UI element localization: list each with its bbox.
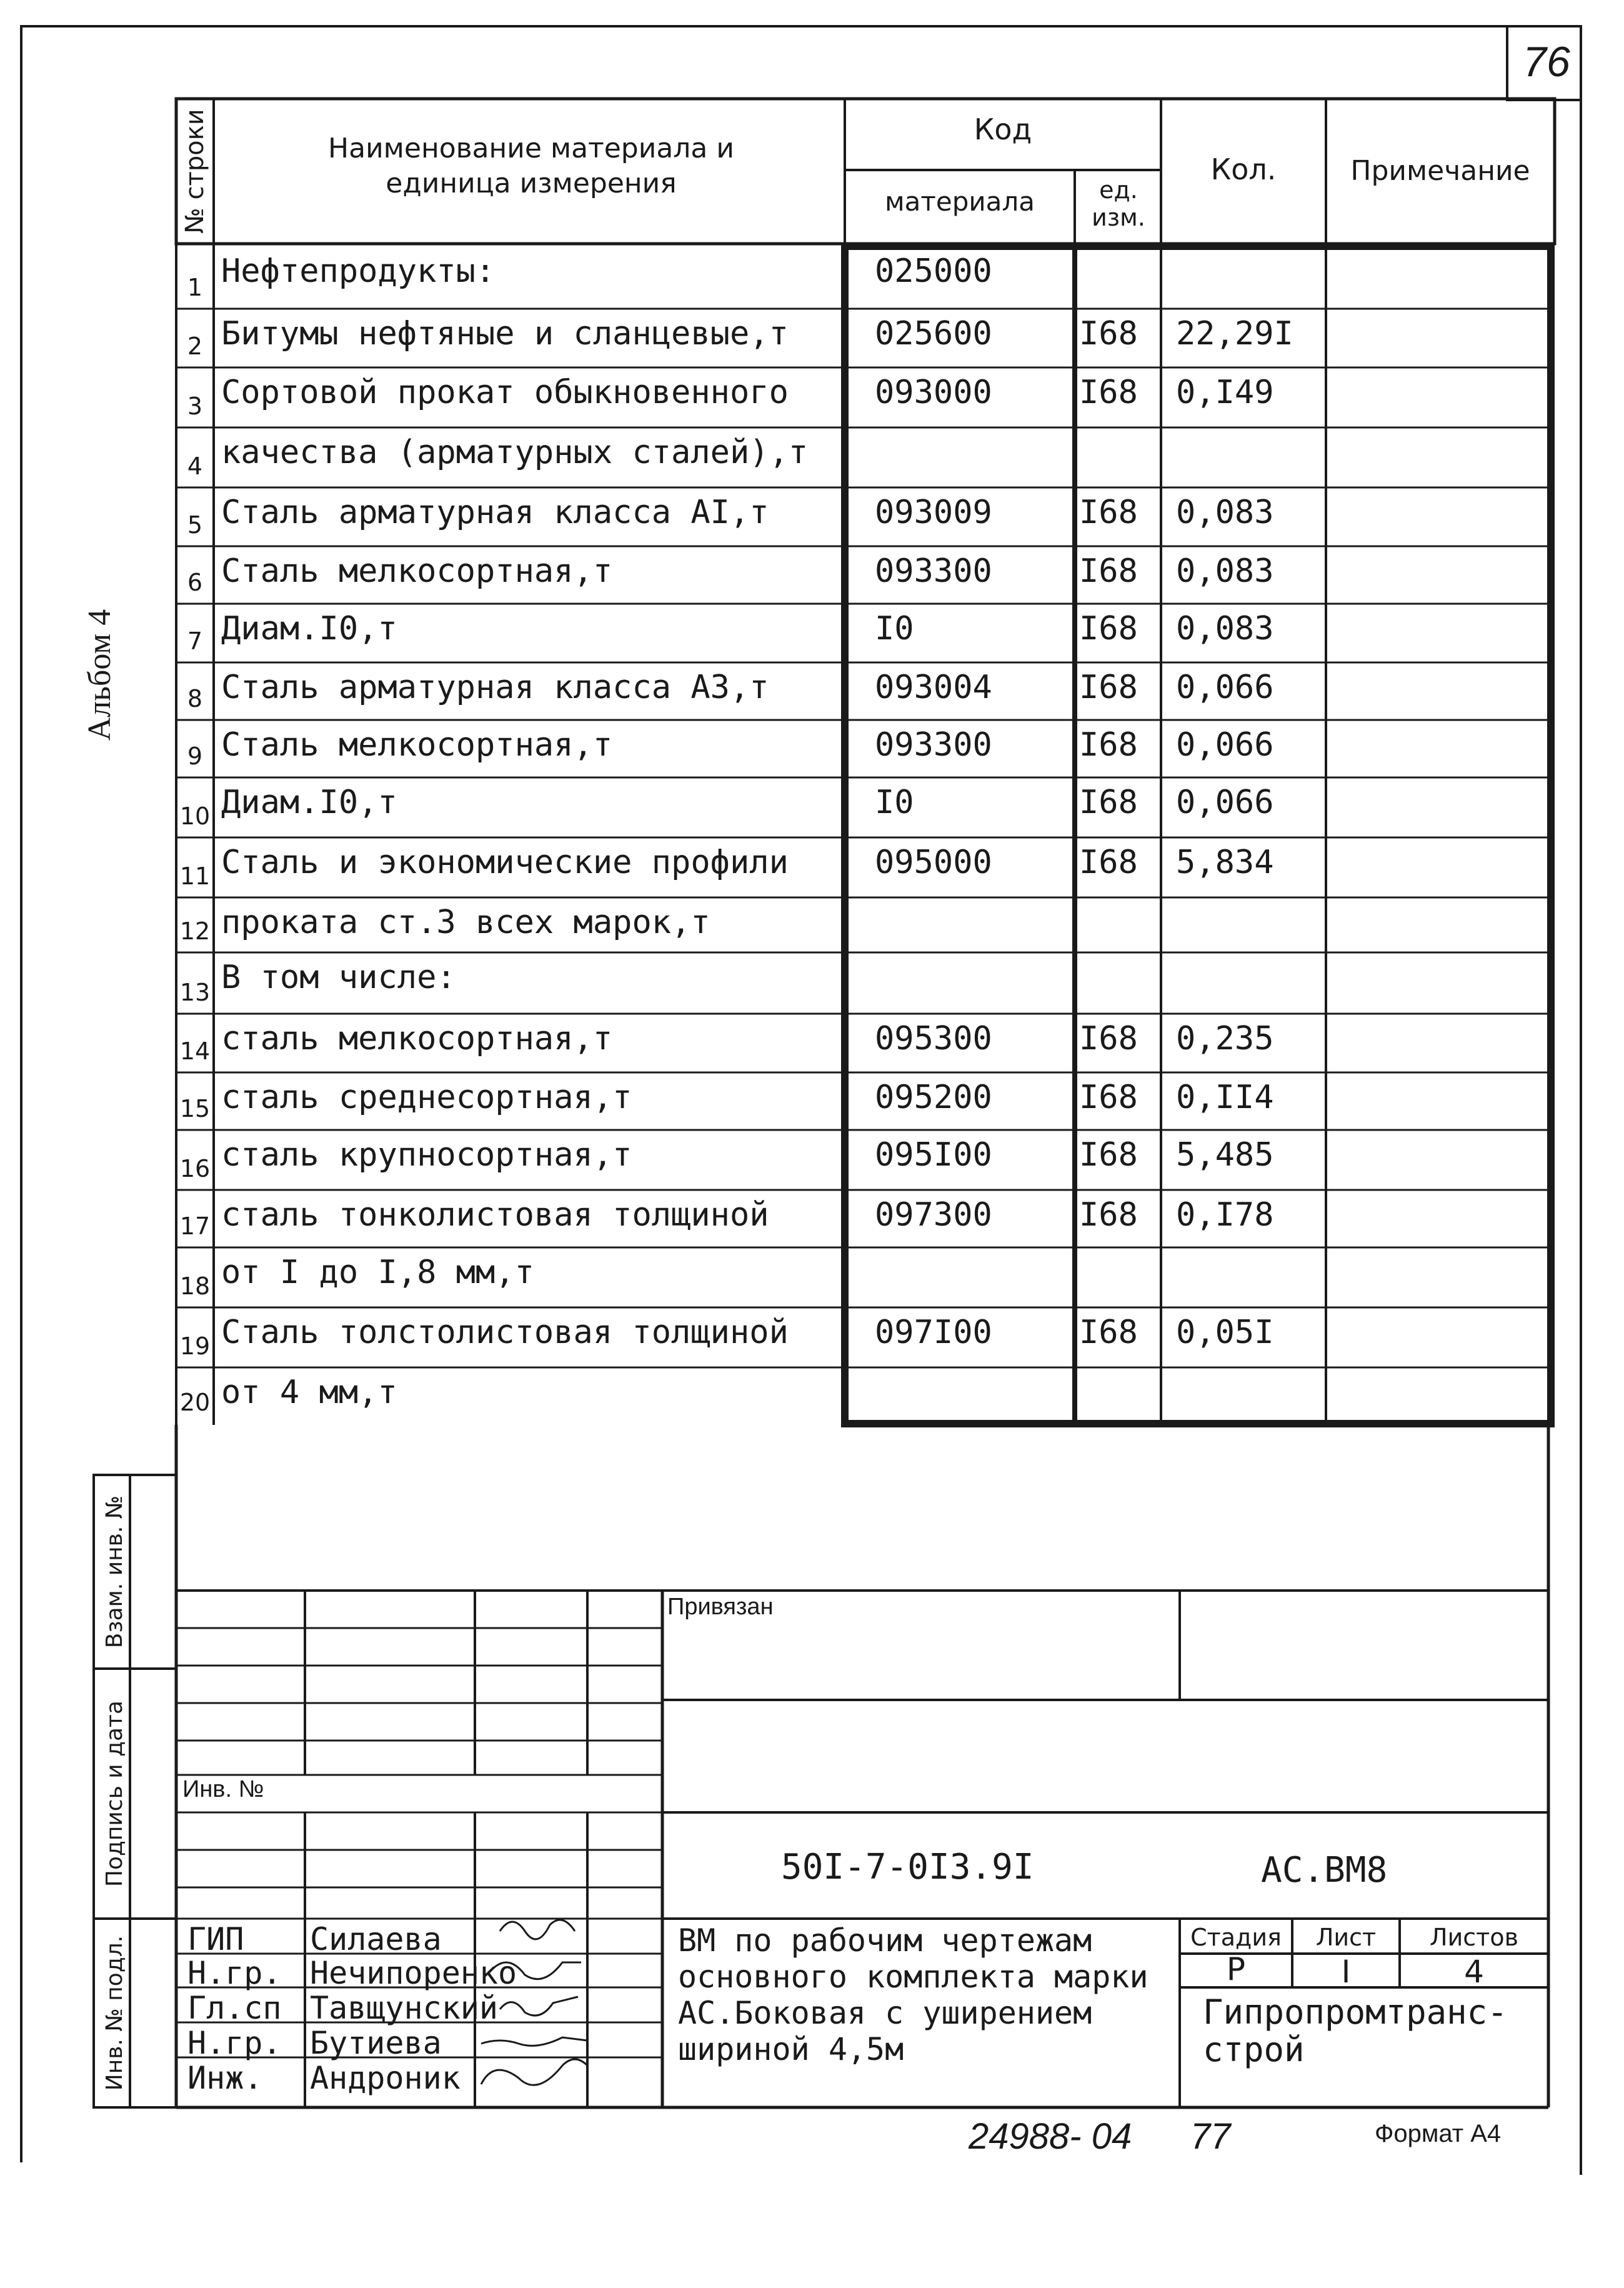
- bottom-number: 77: [1190, 2116, 1231, 2157]
- document-title-line-2: основного комплекта марки: [678, 1959, 1148, 1995]
- header-code: Код: [974, 112, 1032, 146]
- material-name: Сталь арматурная класса АI,т: [221, 494, 769, 531]
- sheets-label: Листов: [1430, 1924, 1518, 1951]
- signer-name: Силаева: [310, 1921, 442, 1957]
- material-name: сталь крупносортная,т: [221, 1136, 632, 1174]
- material-code: 095000: [875, 844, 992, 881]
- material-code: 093000: [875, 374, 992, 411]
- material-name: Нефтепродукты:: [221, 252, 496, 290]
- unit-code: I68: [1079, 1314, 1138, 1351]
- row-number: 1: [187, 274, 203, 301]
- material-code: I0: [875, 610, 914, 647]
- quantity: 0,I78: [1176, 1196, 1274, 1234]
- document-title-line-1: ВМ по рабочим чертежам: [678, 1922, 1092, 1959]
- header-code-unit: ед. изм.: [1092, 176, 1145, 231]
- stage-label: Стадия: [1190, 1924, 1282, 1951]
- document-title: [678, 1922, 1148, 2067]
- unit-code: I68: [1079, 669, 1138, 706]
- material-code: 025600: [875, 315, 992, 352]
- quantity: 0,235: [1176, 1020, 1274, 1057]
- side-podpis-data: Подпись и дата: [102, 1700, 127, 1887]
- signer-name: Тавщунский: [310, 1990, 499, 2026]
- quantity: 0,083: [1176, 610, 1274, 647]
- side-inv-podl: Инв. № подл.: [102, 1935, 127, 2091]
- material-name: Сталь толстолистовая толщиной: [221, 1314, 789, 1351]
- unit-code: I68: [1079, 844, 1138, 881]
- quantity: 22,29I: [1176, 315, 1293, 352]
- row-number: 17: [179, 1212, 211, 1240]
- unit-code: I68: [1079, 315, 1138, 352]
- row-number: 19: [179, 1332, 211, 1360]
- quantity: 5,485: [1176, 1136, 1274, 1174]
- organization-name: [1203, 1994, 1508, 2069]
- material-name: сталь мелкосортная,т: [221, 1020, 613, 1057]
- material-code: 095200: [875, 1079, 992, 1116]
- signer-role: Инж.: [187, 2060, 263, 2096]
- album-label: Альбом 4: [82, 609, 117, 741]
- stage-value: Р: [1226, 1951, 1246, 1987]
- document-mark: АС.ВМ8: [1261, 1850, 1388, 1891]
- row-number: 3: [187, 392, 203, 420]
- row-number: 18: [179, 1272, 211, 1300]
- document-title-line-4: шириной 4,5м: [678, 2031, 904, 2067]
- row-number: 7: [187, 627, 203, 655]
- material-code: 093004: [875, 669, 992, 706]
- material-name: Сталь мелкосортная,т: [221, 726, 613, 764]
- quantity: 0,II4: [1176, 1079, 1274, 1116]
- unit-code: I68: [1079, 1136, 1138, 1174]
- material-name: Диам.I0,т: [221, 610, 397, 647]
- quantity: 0,066: [1176, 669, 1274, 706]
- privyazan-label: Привязан: [667, 1594, 774, 1620]
- quantity: 0,05I: [1176, 1314, 1274, 1351]
- signer-role: Н.гр.: [187, 1955, 282, 1991]
- row-number: 16: [179, 1155, 211, 1182]
- signer-role: Гл.сп: [187, 1990, 282, 2026]
- material-name: В том числе:: [221, 959, 456, 996]
- quantity: 0,I49: [1176, 374, 1274, 411]
- sheets-value: 4: [1464, 1954, 1484, 1990]
- inv-no-label: Инв. №: [182, 1776, 264, 1802]
- unit-code: I68: [1079, 494, 1138, 531]
- document-title-line-3: АС.Боковая с уширением: [678, 1995, 1092, 2031]
- quantity: 0,066: [1176, 784, 1274, 821]
- quantity: 5,834: [1176, 844, 1274, 881]
- row-number: 20: [179, 1389, 211, 1416]
- row-number: 8: [187, 685, 203, 712]
- sheet-value: I: [1341, 1954, 1351, 1990]
- organization-line-2: строй: [1203, 2030, 1305, 2069]
- row-number: 12: [179, 917, 211, 945]
- row-number: 2: [187, 332, 203, 360]
- header-row-no: № строки: [181, 109, 209, 234]
- material-code: I0: [875, 784, 914, 821]
- material-name: качества (арматурных сталей),т: [221, 434, 809, 471]
- unit-code: I68: [1079, 726, 1138, 764]
- material-name: Битумы нефтяные и сланцевые,т: [221, 315, 789, 352]
- material-name: от I до I,8 мм,т: [221, 1254, 534, 1291]
- row-number: 13: [179, 979, 211, 1006]
- quantity: 0,066: [1176, 726, 1274, 764]
- row-number: 11: [179, 862, 211, 890]
- material-name: от 4 мм,т: [221, 1374, 397, 1411]
- signer-name: Нечипоренко: [310, 1955, 517, 1991]
- row-number: 5: [187, 511, 203, 539]
- row-number: 6: [187, 569, 203, 596]
- row-number: 4: [187, 452, 203, 480]
- quantity: 0,083: [1176, 552, 1274, 590]
- page-number: 76: [1523, 38, 1570, 86]
- material-code: 093009: [875, 494, 992, 531]
- row-number: 9: [187, 742, 203, 770]
- side-vzam-inv: Взам. инв. №: [102, 1495, 127, 1649]
- unit-code: I68: [1079, 1020, 1138, 1057]
- row-number: 15: [179, 1095, 211, 1122]
- format-label: Формат А4: [1375, 2120, 1502, 2147]
- material-code: 095300: [875, 1020, 992, 1057]
- unit-code: I68: [1079, 1079, 1138, 1116]
- material-name: сталь среднесортная,т: [221, 1079, 632, 1116]
- material-code: 093300: [875, 552, 992, 590]
- signer-role: Н.гр.: [187, 2025, 282, 2061]
- signer-name: Бутиева: [310, 2025, 442, 2061]
- header-qty: Кол.: [1210, 152, 1277, 186]
- sheet-label: Лист: [1315, 1924, 1377, 1951]
- header-code-material: материала: [884, 186, 1035, 217]
- material-name: Сталь арматурная класса А3,т: [221, 669, 769, 706]
- document-code: 50I-7-0I3.9I: [781, 1847, 1034, 1887]
- material-name: Сортовой прокат обыкновенного: [221, 374, 789, 411]
- bottom-code: 24988- 04: [969, 2116, 1132, 2157]
- material-code: 097I00: [875, 1314, 992, 1351]
- material-name: сталь тонколистовая толщиной: [221, 1196, 769, 1234]
- unit-code: I68: [1079, 1196, 1138, 1234]
- unit-code: I68: [1079, 374, 1138, 411]
- material-code: 093300: [875, 726, 992, 764]
- material-name: проката ст.3 всех марок,т: [221, 904, 710, 941]
- material-code: 025000: [875, 252, 992, 290]
- row-number: 10: [179, 802, 211, 830]
- material-name: Диам.I0,т: [221, 784, 397, 821]
- unit-code: I68: [1079, 552, 1138, 590]
- material-code: 095I00: [875, 1136, 992, 1174]
- signer-role: ГИП: [187, 1921, 244, 1957]
- material-code: 097300: [875, 1196, 992, 1234]
- unit-code: I68: [1079, 610, 1138, 647]
- material-name: Сталь и экономические профили: [221, 844, 789, 881]
- header-note: Примечание: [1350, 155, 1530, 187]
- unit-code: I68: [1079, 784, 1138, 821]
- header-name: Наименование материала и единица измерения: [328, 132, 734, 199]
- row-number: 14: [179, 1037, 211, 1065]
- quantity: 0,083: [1176, 494, 1274, 531]
- signer-name: Андроник: [310, 2060, 461, 2096]
- organization-line-1: Гипропромтранс-: [1203, 1992, 1508, 2032]
- material-name: Сталь мелкосортная,т: [221, 552, 613, 590]
